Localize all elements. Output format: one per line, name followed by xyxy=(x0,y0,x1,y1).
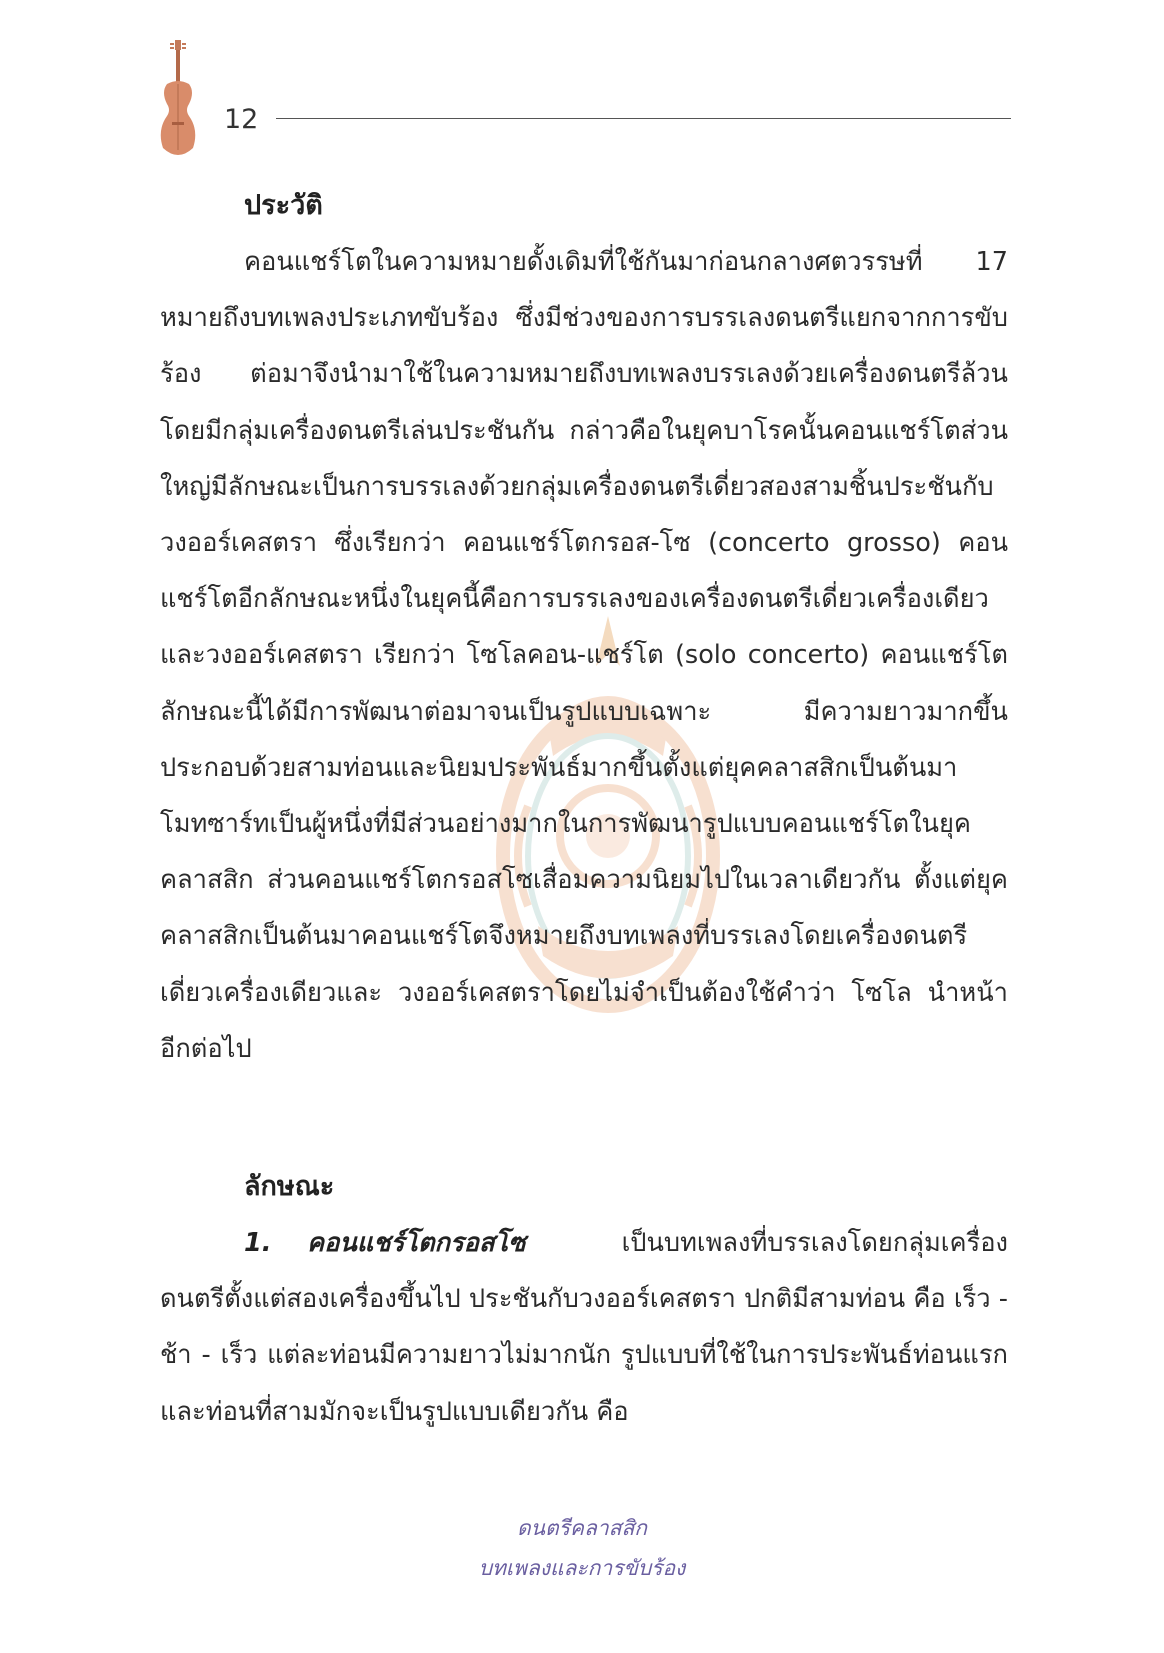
violin-icon xyxy=(155,38,201,162)
item-1-text: เป็นบทเพลงที่บรรเลงโดยกลุ่มเครื่องดนตรีตั้งแต่สองเครื่องขึ้นไป ประชันกับวงออร์เคสตรา ปกติมีสามท่อน คือ เร็ว - ช้า - เร็ว แต่ละท่อนมีความยาวไม่มากนัก รูปแบบที่ใช้ในการประพันธ์ท่อนแรกและท่อนที่สามมักจะเป็นรูปแบบเดียวกัน คือ xyxy=(160,1228,1008,1427)
page-content xyxy=(160,178,1008,1440)
history-paragraph: คอนแชร์โตในความหมายดั้งเดิมที่ใช้กันมาก่อนกลางศตวรรษที่ 17 หมายถึงบทเพลงประเภทขับร้อง ซึ่งมีช่วงของการบรรเลงดนตรีแยกจากการขับร้อง ต่อมาจึงนำมาใช้ในความหมายถึงบทเพลงบรรเลงด้วยเครื่องดนตรีล้วนโดยมีกลุ่มเครื่องดนตรีเล่นประชันกัน กล่าวคือในยุคบาโรคนั้นคอนแชร์โตส่วนใหญ่มีลักษณะเป็นการบรรเลงด้วยกลุ่มเครื่องดนตรีเดี่ยวสองสามชิ้นประชันกับวงออร์เคสตรา ซึ่งเรียกว่า คอนแชร์โตกรอส-โซ (concerto grosso) คอนแชร์โตอีกลักษณะหนึ่งในยุคนี้คือการบรรเลงของเครื่องดนตรีเดี่ยวเครื่องเดียวและวงออร์เคสตรา เรียกว่า โซโลคอน-แชร์โต (solo concerto) คอนแชร์โตลักษณะนี้ได้มีการพัฒนาต่อมาจนเป็นรูปแบบเฉพาะ มีความยาวมากขึ้น ประกอบด้วยสามท่อนและนิยมประพันธ์มากขึ้นตั้งแต่ยุคคลาสสิกเป็นต้นมา โมทซาร์ทเป็นผู้หนึ่งที่มีส่วนอย่างมากในการพัฒนารูปแบบคอนแชร์โตในยุคคลาสสิก ส่วนคอนแชร์โตกรอสโซเสื่อมความนิยมไปในเวลาเดียวกัน ตั้งแต่ยุคคลาสสิกเป็นต้นมาคอนแชร์โตจึงหมายถึงบทเพลงที่บรรเลงโดยเครื่องดนตรีเดี่ยวเครื่องเดียวและ วงออร์เคสตราโดยไม่จำเป็นต้องใช้คำว่า โซโล นำหน้าอีกต่อไป xyxy=(160,247,1008,1064)
section-heading-history: ประวัติ xyxy=(244,190,323,221)
characteristics-item-1 xyxy=(160,1215,1008,1440)
section-heading-characteristics: ลักษณะ xyxy=(244,1171,335,1203)
section-spacer xyxy=(160,1077,1008,1159)
footer-line-1: ดนตรีคลาสสิก xyxy=(517,1516,647,1540)
item-1-title: 1. คอนแชร์โตกรอสโซ xyxy=(244,1228,526,1259)
footer-line-2: บทเพลงและการขับร้อง xyxy=(478,1556,686,1580)
page-number: 12 xyxy=(224,104,259,135)
header-rule xyxy=(276,118,1011,119)
